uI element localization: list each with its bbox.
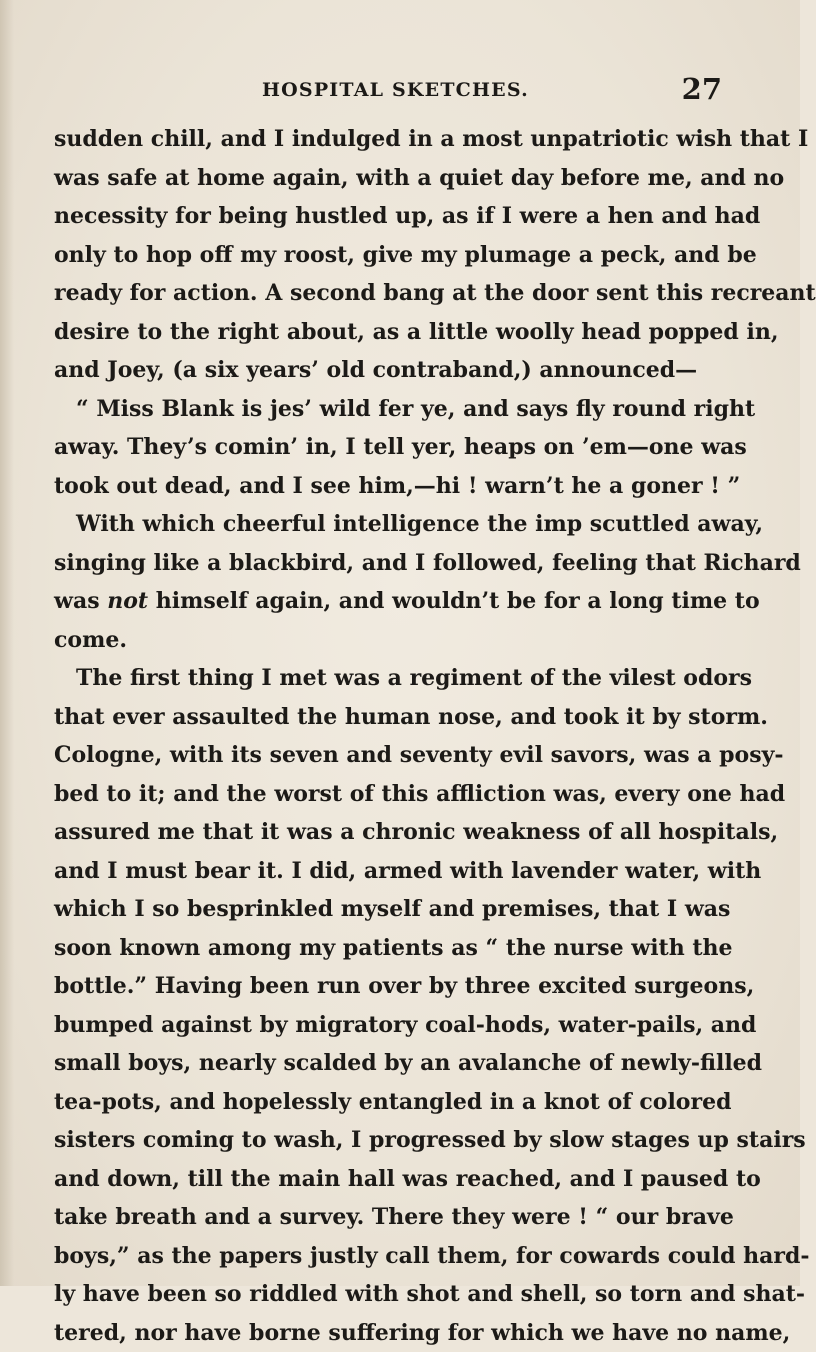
text-line: desire to the right about, as a little woolly head popped in, — [54, 313, 722, 352]
text-line: and Joey, (a six years’ old contraband,) announced— — [54, 351, 722, 390]
text-line: necessity for being hustled up, as if I were a hen and had — [54, 197, 722, 236]
text-line: which I so besprinkled myself and premises, that I was — [54, 890, 722, 929]
text-line: sudden chill, and I indulged in a most unpatriotic wish that I — [54, 120, 722, 159]
text-line: “ Miss Blank is jes’ wild fer ye, and says fly round right — [54, 390, 722, 429]
text-line: tea-pots, and hopelessly entangled in a knot of colored — [54, 1083, 722, 1122]
text-line: only to hop off my roost, give my plumage a peck, and be — [54, 236, 722, 275]
text-span: himself again, and wouldn’t be for a long time to — [148, 588, 760, 614]
text-line-with-italic — [54, 582, 722, 621]
text-line: Cologne, with its seven and seventy evil savors, was a posy- — [54, 736, 722, 775]
text-line: away. They’s comin’ in, I tell yer, heaps on ’em—one was — [54, 428, 722, 467]
text-line: The first thing I met was a regiment of the vilest odors — [54, 659, 722, 698]
text-line: and down, till the main hall was reached, and I paused to — [54, 1160, 722, 1199]
text-line: bumped against by migratory coal-hods, water-pails, and — [54, 1006, 722, 1045]
text-line: take breath and a survey. There they were ! “ our brave — [54, 1198, 722, 1237]
text-line: that ever assaulted the human nose, and took it by storm. — [54, 698, 722, 737]
text-line: ready for action. A second bang at the door sent this recreant — [54, 274, 722, 313]
text-line: singing like a blackbird, and I followed, feeling that Richard — [54, 544, 722, 583]
text-line: bottle.” Having been run over by three excited surgeons, — [54, 967, 722, 1006]
text-line: ly have been so riddled with shot and shell, so torn and shat- — [54, 1275, 722, 1314]
text-line: and I must bear it. I did, armed with lavender water, with — [54, 852, 722, 891]
text-line: soon known among my patients as “ the nurse with the — [54, 929, 722, 968]
text-line: bed to it; and the worst of this affliction was, every one had — [54, 775, 722, 814]
page-gutter-shadow — [0, 0, 14, 1286]
text-line: assured me that it was a chronic weakness of all hospitals, — [54, 813, 722, 852]
text-line: took out dead, and I see him,—hi ! warn’t he a goner ! ” — [54, 467, 722, 506]
text-span: was — [54, 588, 107, 614]
body-text — [54, 120, 722, 1352]
page-number: 27 — [682, 72, 722, 106]
running-header — [54, 76, 722, 110]
text-line: come. — [54, 621, 722, 660]
italic-word: not — [107, 588, 148, 614]
text-line: was safe at home again, with a quiet day before me, and no — [54, 159, 722, 198]
text-line: boys,” as the papers justly call them, for cowards could hard- — [54, 1237, 722, 1276]
text-line: small boys, nearly scalded by an avalanche of newly-filled — [54, 1044, 722, 1083]
text-line: With which cheerful intelligence the imp scuttled away, — [54, 505, 722, 544]
running-title: HOSPITAL SKETCHES. — [262, 79, 529, 101]
text-line: tered, nor have borne suffering for which we have no name, — [54, 1314, 722, 1352]
text-line: sisters coming to wash, I progressed by slow stages up stairs — [54, 1121, 722, 1160]
